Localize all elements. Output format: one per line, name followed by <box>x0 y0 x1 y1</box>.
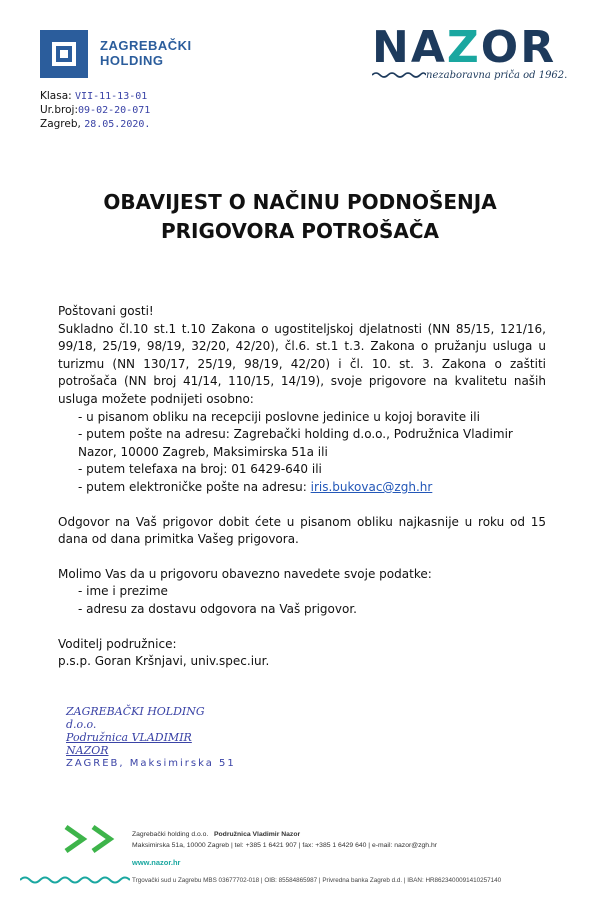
stamp-line3: ZAGREB, Maksimirska 51 <box>66 758 236 769</box>
zh-name-line2: HOLDING <box>100 53 164 68</box>
signature-name: p.s.p. Goran Kršnjavi, univ.spec.iur. <box>58 654 270 669</box>
response-paragraph: Odgovor na Vaš prigovor dobit ćete u pisanom obliku najkasnije u roku od 15 dana od dana primitka Vašeg prigovora. <box>58 514 546 547</box>
footer-branch: Podružnica Vladimir Nazor <box>214 831 301 838</box>
date-line <box>40 118 150 130</box>
title-line1: OBAVIJEST O NAČINU PODNOŠENJA <box>103 190 497 214</box>
date-value: 28.05.2020. <box>84 119 151 130</box>
footer-address <box>132 829 437 851</box>
stamp-line2: Podružnica VLADIMIR NAZOR <box>66 731 192 757</box>
footer-wave-icon <box>20 874 130 886</box>
nazor-tagline: nezaboravna priča od 1962. <box>426 70 568 81</box>
title-line2: PRIGOVORA POTROŠAČA <box>160 219 440 243</box>
footer-website-link[interactable]: www.nazor.hr <box>132 858 181 867</box>
klasa-value: VII-11-13-01 <box>75 91 148 102</box>
zagrebacki-holding-name <box>100 38 192 68</box>
urbroj-line <box>40 104 150 116</box>
nazor-logo <box>372 24 556 72</box>
greeting: Poštovani gosti! <box>58 304 154 318</box>
klasa-label: Klasa: <box>40 90 72 102</box>
required-data-list <box>58 583 546 618</box>
footer-contacts: Maksimirska 51a, 10000 Zagreb | tel: +385 1 6421 907 | fax: +385 1 6429 640 | e-mail: nazor@zgh.hr <box>132 842 438 849</box>
page-title <box>0 188 600 246</box>
email-link[interactable]: iris.bukovac@zgh.hr <box>310 479 433 494</box>
email-option-prefix: - putem elektroničke pošte na adresu: <box>78 479 307 494</box>
zh-name-line1: ZAGREBAČKI <box>100 38 192 53</box>
green-arrows-icon <box>63 824 123 854</box>
company-stamp <box>66 705 236 770</box>
intro-paragraph: Sukladno čl.10 st.1 t.10 Zakona o ugostiteljskoj djelatnosti (NN 85/15, 121/16, 99/18, 25/19, 98/19, 32/20, 42/20), čl.6. st.1 t.3. Zakona o pružanju usluga u turizmu (NN 130/17, 25/19, 98/19, 42/20) i čl. 10. st. 3. Zakona o zaštiti potrošača (NN broj 41/14, 110/15, 14/19), svoje prigovore na kvalitetu naših usluga možete podnijeti osobno: <box>58 321 546 406</box>
footer-company: Zagrebački holding d.o.o. <box>132 831 209 838</box>
place-label: Zagreb, <box>40 118 81 130</box>
urbroj-label: Ur.broj: <box>40 104 79 116</box>
signature-role: Voditelj podružnice: <box>58 636 177 651</box>
list-item: - putem pošte na adresu: Zagrebački holding d.o.o., Podružnica Vladimir Nazor, 10000 Zagreb, Maksimirska 51a ili <box>78 427 513 459</box>
klasa-line <box>40 90 147 102</box>
stamp-line1: ZAGREBAČKI HOLDING d.o.o. <box>66 705 205 731</box>
notice-body <box>58 303 546 671</box>
nazor-logo-part-a: NA <box>372 22 447 73</box>
footer-registry: Trgovački sud u Zagrebu MBS 03677702-018 | OIB: 85584865987 | Privredna banka Zagreb d.d. | IBAN: HR8623400091410257140 <box>132 877 502 884</box>
urbroj-value: 09-02-20-071 <box>78 105 151 116</box>
list-item: - u pisanom obliku na recepciji poslovne jedinice u kojoj boravite ili <box>78 409 480 424</box>
list-item: - ime i prezime <box>78 584 168 599</box>
nazor-logo-part-b: OR <box>480 22 557 73</box>
footer-company-line <box>132 829 437 840</box>
list-item: - putem telefaxa na broj: 01 6429-640 ili <box>78 462 322 477</box>
submission-options <box>58 409 546 497</box>
request-paragraph: Molimo Vas da u prigovoru obavezno navedete svoje podatke: <box>58 566 432 581</box>
list-item: - adresu za dostavu odgovora na Vaš prigovor. <box>78 601 357 616</box>
zagrebacki-holding-logo-icon <box>40 30 88 78</box>
nazor-logo-part-z: Z <box>446 22 481 73</box>
nazor-wave-icon <box>372 70 426 80</box>
list-item <box>78 479 546 497</box>
